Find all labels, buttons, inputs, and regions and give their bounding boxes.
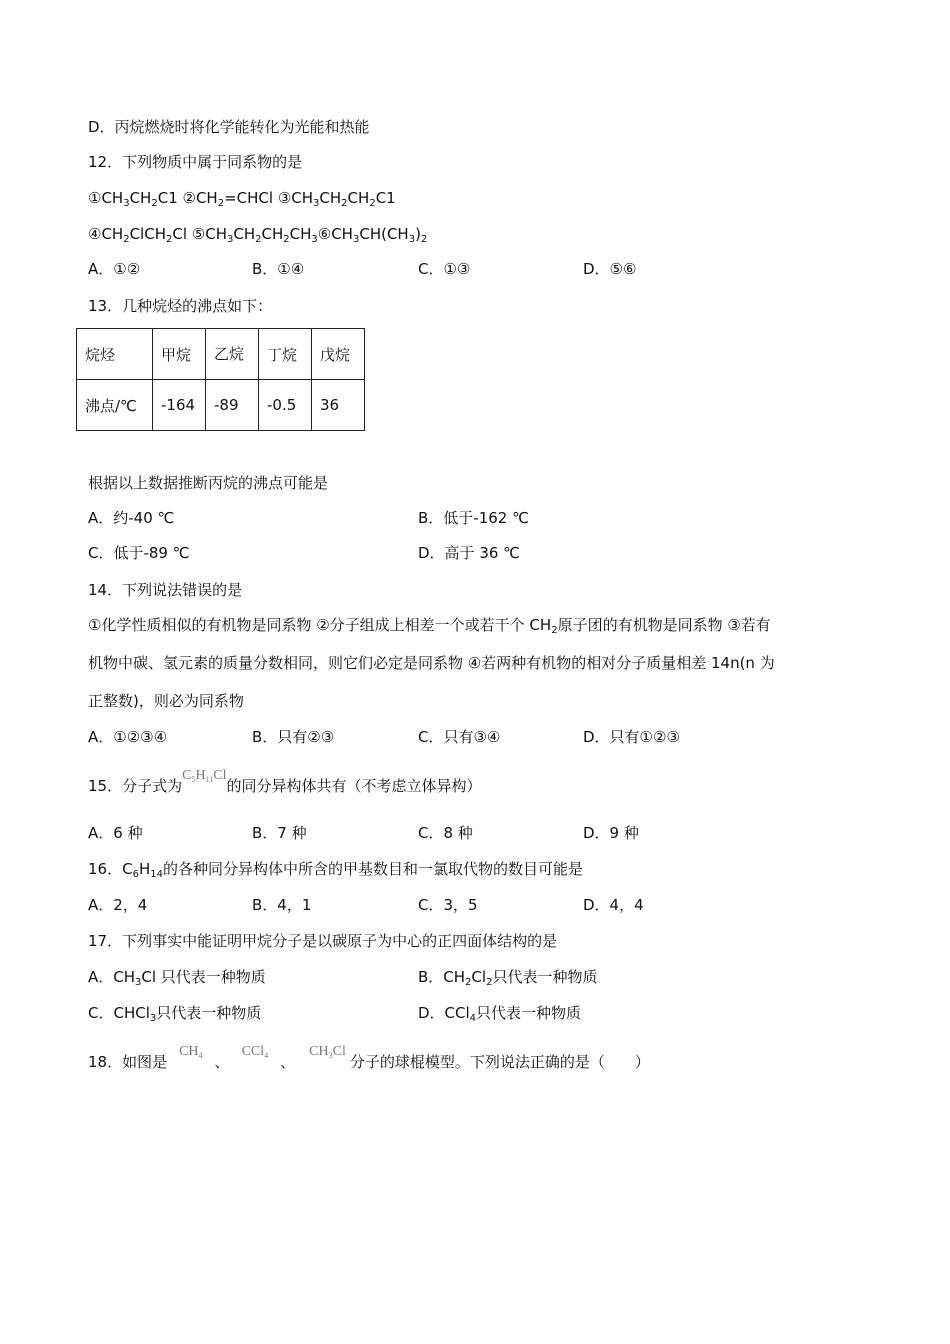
subscript: 2 [217, 198, 225, 209]
subscript: 3 [123, 198, 130, 209]
q15-option-a[interactable] [88, 823, 143, 843]
text-segment: H [138, 860, 151, 878]
q18-stem [88, 1044, 650, 1074]
text-segment: C1 ②CH [157, 189, 218, 207]
subscript: 2 [465, 977, 472, 988]
text-segment: D．CCl [418, 1004, 470, 1022]
text-segment: H [195, 768, 206, 783]
text-segment: Cl [213, 768, 227, 783]
text-segment: CH [319, 189, 342, 207]
q12-option-d[interactable] [583, 259, 636, 279]
text-segment: C．低于-89 ℃ [88, 544, 190, 562]
q16-option-c[interactable] [418, 895, 478, 915]
q12-stem [88, 152, 302, 172]
q15-stem-post [227, 777, 482, 795]
text-segment: 的各种同分异构体中所含的甲基数目和一氯取代物的数目可能是 [162, 860, 583, 878]
text-segment: ClCH [129, 225, 166, 243]
q14-statement-line1 [88, 615, 771, 635]
text-segment: 只代表一种物质 [492, 968, 598, 986]
q12-compounds-line2 [88, 224, 427, 244]
text-segment: Cl [471, 968, 487, 986]
text-segment: A．CH [88, 968, 136, 986]
text-segment: 的同分异构体共有（不考虑立体异构） [226, 777, 482, 795]
table-cell: -164 [153, 380, 206, 431]
text-segment: ①化学性质相似的有机物是同系物 ②分子组成上相差一个或若干个 CH [88, 616, 552, 634]
q15-option-b[interactable] [252, 823, 307, 843]
ch4-formula [179, 1044, 202, 1059]
ch3cl-formula [309, 1044, 346, 1059]
q13-option-c[interactable] [88, 543, 190, 563]
subscript: 2 [283, 234, 290, 245]
table-header-row [77, 329, 365, 380]
text-segment: 、 [214, 1053, 230, 1071]
text-segment: ④CH [88, 225, 124, 243]
text-segment: A．①②③④ [88, 728, 168, 746]
text-segment: ①CH [88, 189, 124, 207]
q18-stem-post [350, 1053, 650, 1071]
text-segment: Cl ⑤CH [172, 225, 227, 243]
text-segment: 分子的球棍模型。下列说法正确的是（ ） [349, 1053, 650, 1071]
text-segment: Cl 只代表一种物质 [141, 968, 266, 986]
text-segment: CH(CH [359, 225, 409, 243]
subscript: 2 [486, 977, 493, 988]
q15-option-c[interactable] [418, 823, 473, 843]
q14-option-b[interactable] [252, 727, 334, 747]
q14-option-a[interactable] [88, 727, 167, 747]
text-segment: 17．下列事实中能证明甲烷分子是以碳原子为中心的正四面体结构的是 [88, 932, 558, 950]
q14-statement-line3 [88, 691, 244, 711]
q12-compounds-line1 [88, 188, 396, 208]
q18-stem-pre [88, 1053, 167, 1071]
text-segment: C [182, 768, 192, 783]
text-segment: 18．如图是 [88, 1053, 168, 1071]
ccl4-formula [242, 1044, 269, 1059]
q14-stem [88, 580, 242, 600]
text-segment: B．7 种 [252, 824, 307, 842]
subscript: 2 [420, 234, 428, 245]
subscript: 2 [341, 198, 348, 209]
subscript: 6 [132, 869, 139, 880]
text-segment: 正整数)，则必为同系物 [88, 692, 244, 710]
subscript: 3 [328, 1051, 333, 1060]
table-cell: -89 [206, 380, 259, 431]
text-segment: D．⑤⑥ [583, 260, 637, 278]
q15-option-d[interactable] [583, 823, 639, 843]
text-segment: C．①③ [418, 260, 471, 278]
text-segment: 13．几种烷烃的沸点如下： [88, 297, 273, 315]
q15-stem-pre [88, 777, 182, 795]
table-cell: 36 [312, 380, 365, 431]
text-segment: B．CH [418, 968, 466, 986]
q14-option-c[interactable] [418, 727, 500, 747]
q16-option-a[interactable] [88, 895, 147, 915]
text-segment: D．丙烷燃烧时将化学能转化为光能和热能 [88, 118, 370, 136]
q13-option-a[interactable] [88, 508, 174, 528]
q16-stem [88, 859, 583, 879]
text-segment: 原子团的有机物是同系物 ③若有 [557, 616, 771, 634]
table-cell: -0.5 [259, 380, 312, 431]
text-segment: D．9 种 [583, 824, 639, 842]
text-segment: CH [309, 1044, 329, 1059]
text-segment: 14．下列说法错误的是 [88, 581, 243, 599]
boiling-point-table [76, 328, 365, 431]
text-segment: C．只有③④ [418, 728, 501, 746]
separator [280, 1053, 295, 1071]
q17-option-d[interactable] [418, 1003, 581, 1023]
q13-stem [88, 296, 272, 316]
q17-option-b[interactable] [418, 967, 597, 987]
subscript: 14 [150, 869, 163, 880]
q15-stem [88, 768, 482, 798]
text-segment: CH [129, 189, 152, 207]
subscript: 5 [191, 775, 196, 784]
text-segment: ) [415, 225, 421, 243]
text-segment: 、 [280, 1053, 296, 1071]
subscript: 4 [264, 1051, 269, 1060]
text-segment: C1 [375, 189, 396, 207]
text-segment: 16．C [88, 860, 133, 878]
table-cell: 戊烷 [312, 329, 365, 380]
text-segment: D．4，4 [583, 896, 644, 914]
subscript: 2 [551, 625, 558, 636]
q17-option-a[interactable] [88, 967, 266, 987]
text-segment: 12．下列物质中属于同系物的是 [88, 153, 303, 171]
q12-option-b[interactable] [252, 259, 304, 279]
q17-option-c[interactable] [88, 1003, 261, 1023]
q12-option-c[interactable] [418, 259, 470, 279]
subscript: 2 [123, 234, 130, 245]
q17-stem [88, 931, 557, 951]
subscript: 3 [313, 198, 320, 209]
q13-option-d[interactable] [418, 543, 520, 563]
text-segment: C．3，5 [418, 896, 478, 914]
subscript: 3 [135, 977, 142, 988]
table-row [77, 380, 365, 431]
subscript: 2 [151, 198, 158, 209]
table-cell: 乙烷 [206, 329, 259, 380]
text-segment: CH [233, 225, 256, 243]
text-segment: 15．分子式为 [88, 777, 183, 795]
q13-question [88, 473, 328, 493]
text-segment: 只代表一种物质 [476, 1004, 582, 1022]
text-segment: Cl [332, 1044, 346, 1059]
text-segment: A．①② [88, 260, 141, 278]
text-segment: CH [289, 225, 312, 243]
q13-option-b[interactable] [418, 508, 529, 528]
text-segment: B．①④ [252, 260, 305, 278]
q12-option-a[interactable] [88, 259, 140, 279]
subscript: 2 [255, 234, 262, 245]
table-cell: 沸点/℃ [77, 380, 153, 431]
text-segment: A．约-40 ℃ [88, 509, 175, 527]
q11-option-d [88, 117, 370, 137]
table-cell: 烷烃 [77, 329, 153, 380]
text-segment: 根据以上数据推断丙烷的沸点可能是 [88, 474, 329, 492]
text-segment: ⑥CH [317, 225, 353, 243]
q14-option-d[interactable] [583, 727, 680, 747]
text-segment: CH [347, 189, 370, 207]
c5h11cl-formula [182, 768, 226, 783]
table-cell: 丁烷 [259, 329, 312, 380]
subscript: 3 [226, 234, 234, 245]
subscript: 3 [149, 1013, 157, 1024]
subscript: 3 [408, 234, 416, 245]
subscript: 4 [198, 1051, 203, 1060]
text-segment: B．只有②③ [252, 728, 335, 746]
subscript: 4 [469, 1013, 477, 1024]
subscript: 3 [311, 234, 318, 245]
text-segment: A．6 种 [88, 824, 143, 842]
subscript: 11 [205, 775, 214, 784]
q16-option-b[interactable] [252, 895, 311, 915]
text-segment: A．2，4 [88, 896, 148, 914]
text-segment: 只代表一种物质 [156, 1004, 262, 1022]
text-segment: D．只有①②③ [583, 728, 680, 746]
text-segment: D．高于 36 ℃ [418, 544, 521, 562]
text-segment: CH [261, 225, 284, 243]
text-segment: C．8 种 [418, 824, 473, 842]
text-segment: B．低于-162 ℃ [418, 509, 529, 527]
q16-option-d[interactable] [583, 895, 644, 915]
text-segment: 机物中碳、氢元素的质量分数相同，则它们必定是同系物 ④若两种有机物的相对分子质量相差 14n(n 为 [88, 654, 775, 672]
text-segment: CH [179, 1044, 199, 1059]
subscript: 2 [165, 234, 173, 245]
text-segment: C．CHCl [88, 1004, 150, 1022]
subscript: 3 [352, 234, 360, 245]
subscript: 2 [369, 198, 376, 209]
table-cell: 甲烷 [153, 329, 206, 380]
text-segment: =CHCl ③CH [224, 189, 314, 207]
text-segment: B．4，1 [252, 896, 312, 914]
text-segment: CCl [241, 1044, 265, 1059]
q14-statement-line2 [88, 653, 775, 673]
separator [215, 1053, 230, 1071]
